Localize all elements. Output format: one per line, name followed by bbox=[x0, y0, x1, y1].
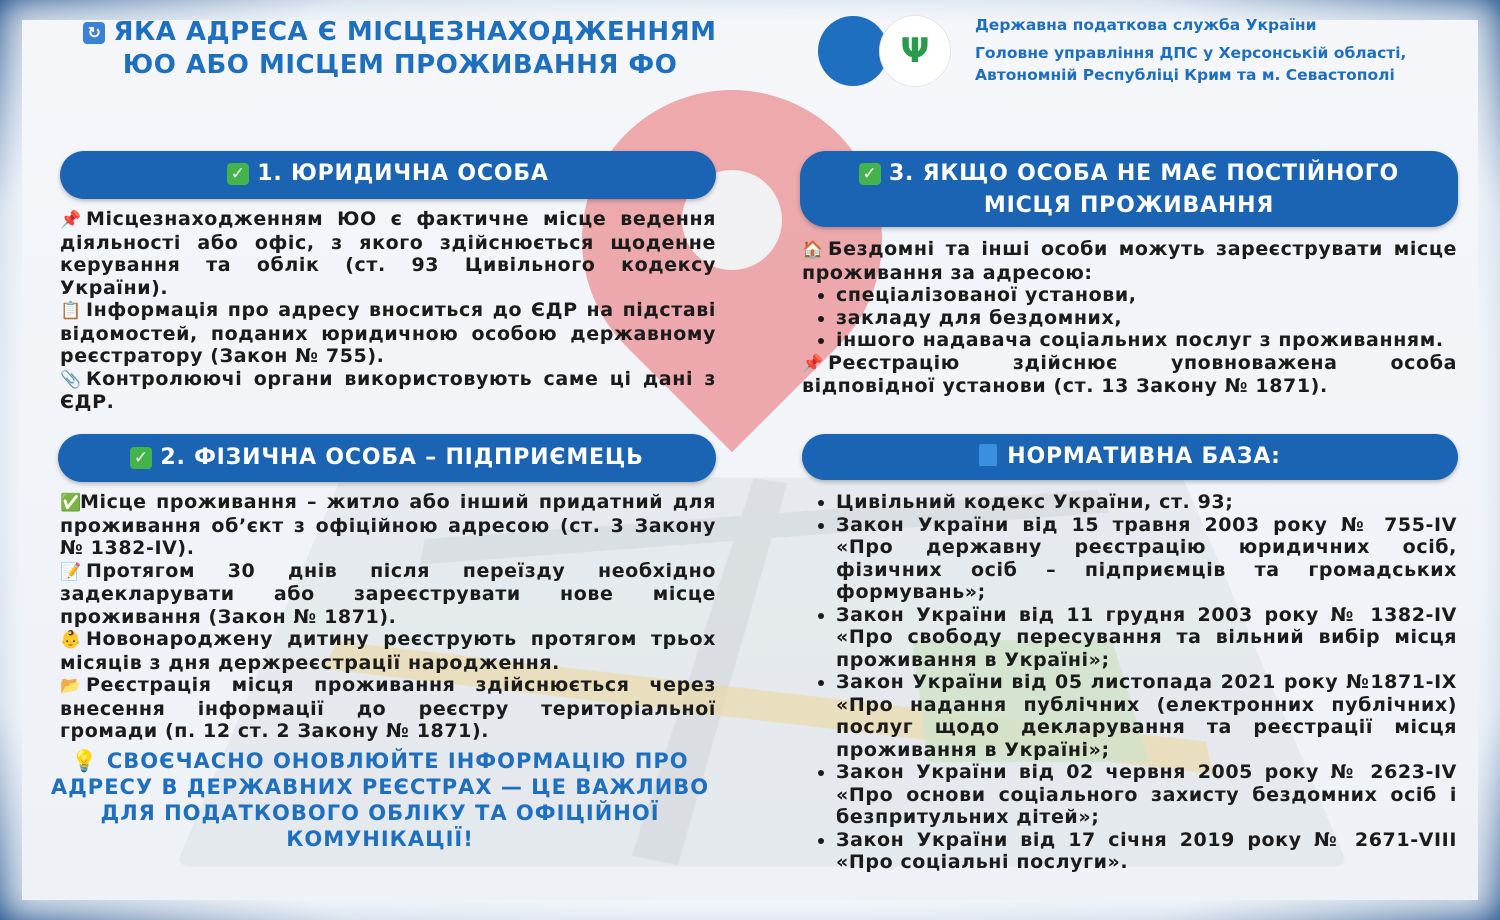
section3-body: 🏠 Бездомні та інші особи можуть зареєструвати місце проживання за адресою: • спеціалізованої установи, • закладу для бездомних, • іншого надавача соціальних послуг з проживанням. 📌 Реєстрацію здійснює уповноважена особа відповідної установи (ст. 13 Закону № 1871). bbox=[802, 238, 1457, 398]
page-title: ↻ ЯКА АДРЕСА Є МІСЦЕЗНАХОДЖЕННЯМ ЮО АБО МІСЦЕМ ПРОЖИВАННЯ ФО bbox=[50, 16, 750, 82]
folder-icon: 📂 bbox=[60, 676, 82, 696]
list-item: • Закон України від 05 листопада 2021 року №1871-IX «Про надання публічних (електронних публічних) послуг щодо декларування та реєстрації місця проживання в Україні»; bbox=[836, 671, 1457, 761]
organization-name: Державна податкова служба України Головне управління ДПС у Херсонській області, Автономній Республіці Крим та м. Севастополі bbox=[975, 16, 1407, 84]
check-icon: ✓ bbox=[859, 163, 881, 185]
paperclip-icon: 📎 bbox=[60, 369, 82, 390]
pushpin-icon: 📌 bbox=[802, 353, 824, 374]
clipboard-icon: 📋 bbox=[60, 301, 82, 321]
reminder-callout: 💡 СВОЄЧАСНО ОНОВЛЮЙТЕ ІНФОРМАЦІЮ ПРО АДРЕСУ В ДЕРЖАВНИХ РЕЄСТРАХ — ЦЕ ВАЖЛИВО ДЛЯ ПОДАТКОВОГО ОБЛІКУ ТА ОФІЦІЙНОЇ КОМУНІКАЦІЇ! bbox=[50, 749, 710, 851]
section4-header: НОРМАТИВНА БАЗА: bbox=[802, 434, 1458, 480]
section1-body: 📌 Місцезнаходженням ЮО є фактичне місце ведення діяльності або офіс, з якого здійснюється щоденне керування та облік (ст. 93 Цивільного кодексу України). 📋 Інформація про адресу вноситься до ЄДР на підставі відомостей, поданих юридичною особою державному реєстратору (Закон № 755). 📎 Контролюючі органи використовують саме ці дані з ЄДР. bbox=[60, 208, 716, 413]
refresh-icon: ↻ bbox=[83, 22, 105, 44]
list-item: • Закон України від 15 травня 2003 року № 755-IV «Про державну реєстрацію юридичних осіб, фізичних осіб – підприємців та громадських формувань»; bbox=[836, 514, 1457, 604]
check-icon: ✓ bbox=[130, 447, 152, 469]
baby-icon: 👶 bbox=[60, 630, 82, 650]
list-item: • Цивільний кодекс України, ст. 93; bbox=[836, 491, 1457, 514]
book-icon bbox=[979, 444, 997, 466]
list-item: • іншого надавача соціальних послуг з проживанням. bbox=[836, 329, 1457, 352]
legal-basis-list bbox=[802, 491, 1457, 874]
check-icon: ✓ bbox=[227, 163, 249, 185]
list-item: • Закон України від 11 грудня 2003 року № 1382-IV «Про свободу пересування та вільний вибір місця проживання в Україні»; bbox=[836, 604, 1457, 672]
section2-body: ✅Місце проживання – житло або інший придатний для проживання об’єкт з офіційною адресою (ст. 3 Закону № 1382-IV). 📝 Протягом 30 днів після переїзду необхідно задекларувати або зареєструвати нове місце проживання (Закон № 1871). 👶 Новонароджену дитину реєструють протягом трьох місяців з дня держреєстрації народження. 📂 Реєстрація місця проживання здійснюється через внесення інформації до реєстру територіальної громади (п. 12 ст. 2 Закону № 1871). bbox=[60, 491, 716, 742]
section1-header: ✓ 1. ЮРИДИЧНА ОСОБА bbox=[60, 151, 716, 199]
list-item: • спеціалізованої установи, bbox=[836, 284, 1457, 307]
lightbulb-icon: 💡 bbox=[71, 749, 99, 773]
check-icon: ✅ bbox=[60, 493, 82, 513]
logo-blue-circle bbox=[818, 16, 888, 86]
pushpin-icon: 📌 bbox=[60, 210, 82, 230]
list-item: • Закон України від 02 червня 2005 року № 2623-IV «Про основи соціального захисту бездомних осіб і безпритульних дітей»; bbox=[836, 761, 1457, 829]
memo-icon: 📝 bbox=[60, 561, 82, 582]
section2-header: ✓ 2. ФІЗИЧНА ОСОБА – ПІДПРИЄМЕЦЬ bbox=[58, 434, 716, 482]
dps-logo bbox=[818, 16, 958, 88]
house-icon: 🏠 bbox=[802, 240, 824, 260]
logo-white-circle bbox=[880, 16, 950, 86]
list-item: • Закон України від 17 січня 2019 року № 2671-VIII «Про соціальні послуги». bbox=[836, 829, 1457, 874]
trident-icon: Ψ bbox=[900, 31, 930, 71]
list-item: • закладу для бездомних, bbox=[836, 307, 1457, 330]
section3-header: ✓ 3. ЯКЩО ОСОБА НЕ МАЄ ПОСТІЙНОГО МІСЦЯ ПРОЖИВАННЯ bbox=[800, 151, 1458, 227]
address-options-list bbox=[802, 284, 1457, 352]
